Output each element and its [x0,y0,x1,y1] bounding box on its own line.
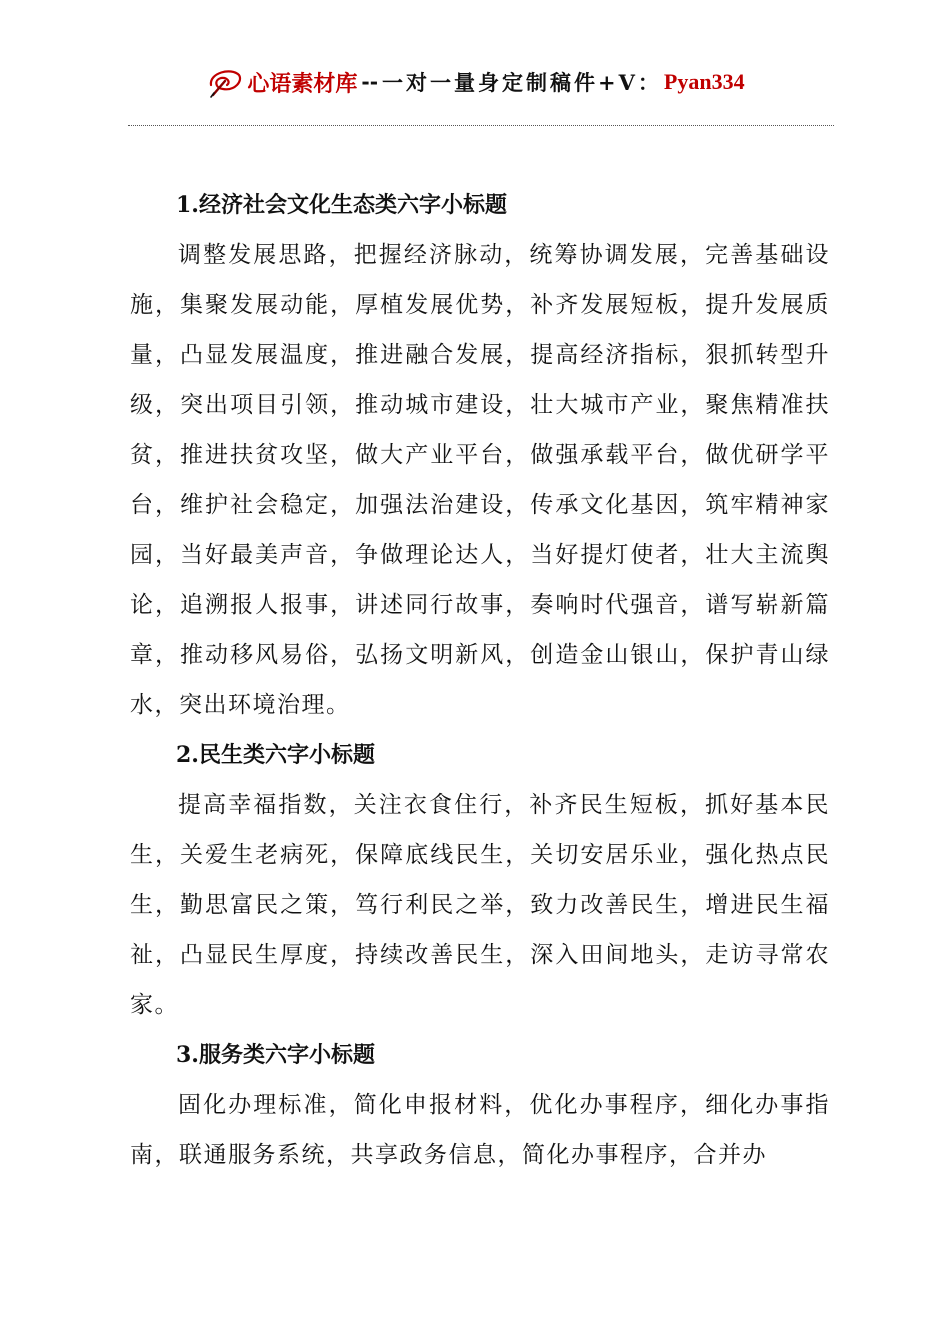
header-dash: -- [361,70,379,94]
document-body [130,180,830,1180]
section-heading-3: 3.服务类六字小标题 [176,1042,375,1068]
header-slogan: 一对一量身定制稿件+V： [382,70,662,95]
pen-swirl-logo-icon [205,65,245,99]
header-contact-code: Pyan334 [663,69,745,94]
header-divider [128,125,834,126]
section-body-2: 提高幸福指数，关注衣食住行，补齐民生短板，抓好基本民生，关爱生老病死，保障底线民生，关切安居乐业，强化热点民生，勤思富民之策，笃行利民之举，致力改善民生，增进民生福祉，凸显民生厚度，持续改善民生，深入田间地头，走访寻常农家。 [130,792,830,1018]
page-header [0,62,950,102]
section-body-3: 固化办理标准，简化申报材料，优化办事程序，细化办事指南，联通服务系统，共享政务信息，简化办事程序，合并办 [130,1092,830,1168]
header-brand: 心语素材库 [247,70,358,97]
header-banner [205,65,744,99]
section-body-1: 调整发展思路，把握经济脉动，统筹协调发展，完善基础设施，集聚发展动能，厚植发展优势，补齐发展短板，提升发展质量，凸显发展温度，推进融合发展，提高经济指标，狠抓转型升级，突出项目引领，推动城市建设，壮大城市产业，聚焦精准扶贫，推进扶贫攻坚，做大产业平台，做强承载平台，做优研学平台，维护社会稳定，加强法治建设，传承文化基因，筑牢精神家园，当好最美声音，争做理论达人，当好提灯使者，壮大主流舆论，追溯报人报事，讲述同行故事，奏响时代强音，谱写崭新篇章，推动移风易俗，弘扬文明新风，创造金山银山，保护青山绿水，突出环境治理。 [130,242,830,718]
section-heading-2: 2.民生类六字小标题 [176,742,375,768]
section-heading-1: 1.经济社会文化生态类六字小标题 [176,192,507,218]
